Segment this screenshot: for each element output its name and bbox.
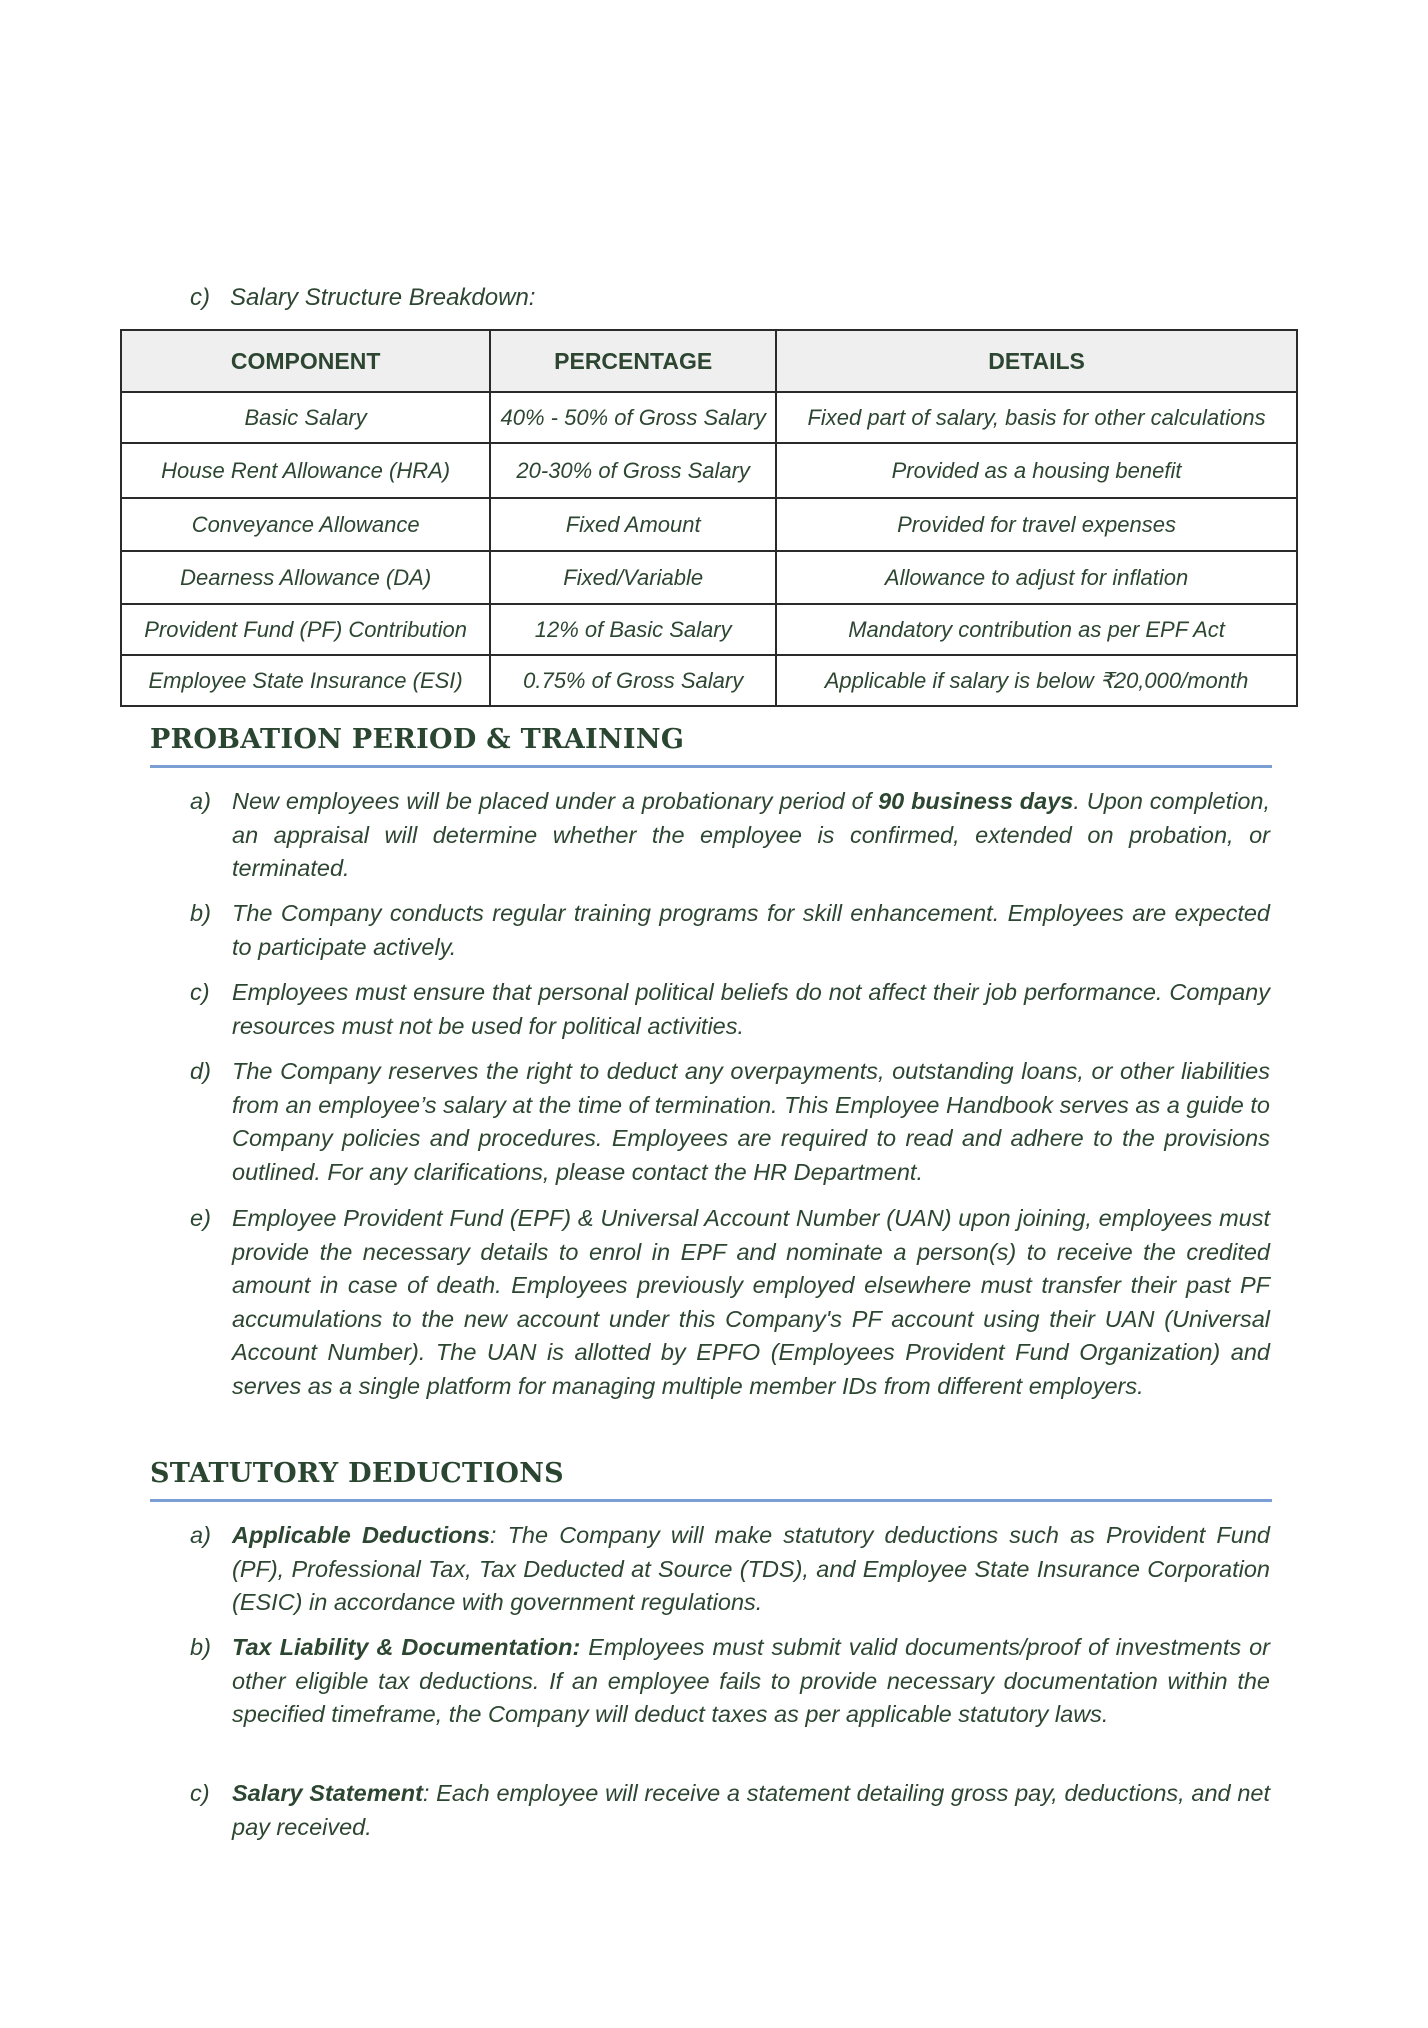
list-item-text: The Company reserves the right to deduct any overpayments, outstanding loans, or other liabilities from an employee’s salary at the time of termination. This Employee Handbook serves as a guide to Company policies and procedures. Employees are required to read and adhere to the provisions outlined. For any clarifications, please contact the HR Department. — [232, 1058, 1271, 1185]
cell-details: Provided for travel expenses — [776, 498, 1297, 551]
cell-details: Applicable if salary is below ₹20,000/month — [776, 655, 1297, 706]
table-caption — [190, 284, 535, 312]
cell-details: Fixed part of salary, basis for other calculations — [776, 392, 1297, 443]
table-header-row — [121, 330, 1297, 392]
cell-details: Mandatory contribution as per EPF Act — [776, 604, 1297, 655]
list-marker: a) — [190, 788, 211, 814]
emphasis-text: Tax Liability & Documentation: — [232, 1634, 581, 1660]
salary-structure-table — [120, 329, 1298, 707]
table-row — [121, 655, 1297, 706]
list-item — [190, 976, 1270, 1043]
cell-percentage: 12% of Basic Salary — [490, 604, 776, 655]
list-item-text: Employees must ensure that personal political beliefs do not affect their job performance. Company resources must not be used for political activities. — [232, 979, 1270, 1039]
list-item-text — [232, 1519, 1270, 1620]
table-row — [121, 392, 1297, 443]
column-header-details: DETAILS — [776, 330, 1297, 392]
cell-component: Basic Salary — [121, 392, 490, 443]
table-row — [121, 604, 1297, 655]
list-item — [190, 897, 1270, 964]
cell-component: Provident Fund (PF) Contribution — [121, 604, 490, 655]
table-row — [121, 443, 1297, 498]
emphasis-text: Applicable Deductions — [232, 1522, 490, 1548]
list-item — [190, 1631, 1270, 1732]
cell-component: House Rent Allowance (HRA) — [121, 443, 490, 498]
list-marker: c) — [190, 284, 210, 311]
list-item-text — [232, 785, 1270, 886]
list-marker: d) — [190, 1058, 211, 1084]
list-marker: c) — [190, 979, 210, 1005]
list-item — [190, 785, 1270, 886]
section-heading-statutory: STATUTORY DEDUCTIONS — [150, 1458, 1272, 1502]
cell-component: Conveyance Allowance — [121, 498, 490, 551]
cell-percentage: Fixed/Variable — [490, 551, 776, 604]
list-marker: b) — [190, 1634, 211, 1660]
table-row — [121, 551, 1297, 604]
text-run: : The Company will make statutory deductions such as Provident Fund (PF), Professional Tax, Tax Deducted at Source (TDS), and Employee State Insurance Corporation (ESIC) in accordance with government regulations. — [232, 1522, 1270, 1615]
section-heading-probation: PROBATION PERIOD & TRAINING — [150, 724, 1272, 768]
list-item-text: Employee Provident Fund (EPF) & Universal Account Number (UAN) upon joining, employees must provide the necessary details to enrol in EPF and nominate a person(s) to receive the credited amount in case of death. Employees previously employed elsewhere must transfer their past PF accumulations to the new account under this Company's PF account using their UAN (Universal Account Number). The UAN is allotted by EPFO (Employees Provident Fund Organization) and serves as a single platform for managing multiple member IDs from different employers. — [232, 1205, 1270, 1399]
cell-component: Dearness Allowance (DA) — [121, 551, 490, 604]
cell-details: Provided as a housing benefit — [776, 443, 1297, 498]
text-run: Employees must submit valid documents/proof of investments or other eligible tax deductions. If an employee fails to provide necessary documentation within the specified timeframe, the Company will deduct taxes as per applicable statutory laws. — [232, 1634, 1271, 1727]
emphasis-text: Salary Statement — [232, 1780, 423, 1806]
list-marker: e) — [190, 1205, 211, 1231]
cell-component: Employee State Insurance (ESI) — [121, 655, 490, 706]
list-item — [190, 1519, 1270, 1620]
list-item-text: The Company conducts regular training programs for skill enhancement. Employees are expected to participate actively. — [232, 900, 1270, 960]
cell-details: Allowance to adjust for inflation — [776, 551, 1297, 604]
text-run: . Upon completion, an appraisal will determine whether the employee is confirmed, extended on probation, or terminated. — [232, 788, 1270, 881]
cell-percentage: 40% - 50% of Gross Salary — [490, 392, 776, 443]
table-row — [121, 498, 1297, 551]
list-item — [190, 1202, 1270, 1403]
cell-percentage: 0.75% of Gross Salary — [490, 655, 776, 706]
cell-percentage: Fixed Amount — [490, 498, 776, 551]
emphasis-text: 90 business days — [878, 788, 1074, 814]
list-marker: b) — [190, 900, 211, 926]
column-header-component: COMPONENT — [121, 330, 490, 392]
text-run: New employees will be placed under a probationary period of — [232, 788, 879, 814]
cell-percentage: 20-30% of Gross Salary — [490, 443, 776, 498]
column-header-percentage: PERCENTAGE — [490, 330, 776, 392]
text-run: : Each employee will receive a statement detailing gross pay, deductions, and net pay received. — [232, 1780, 1270, 1840]
list-marker: c) — [190, 1780, 210, 1806]
list-item — [190, 1055, 1270, 1189]
list-item-text — [232, 1777, 1270, 1844]
list-item-text — [232, 1631, 1270, 1732]
list-item — [190, 1777, 1270, 1844]
list-marker: a) — [190, 1522, 211, 1548]
table-caption-text: Salary Structure Breakdown: — [230, 284, 536, 311]
